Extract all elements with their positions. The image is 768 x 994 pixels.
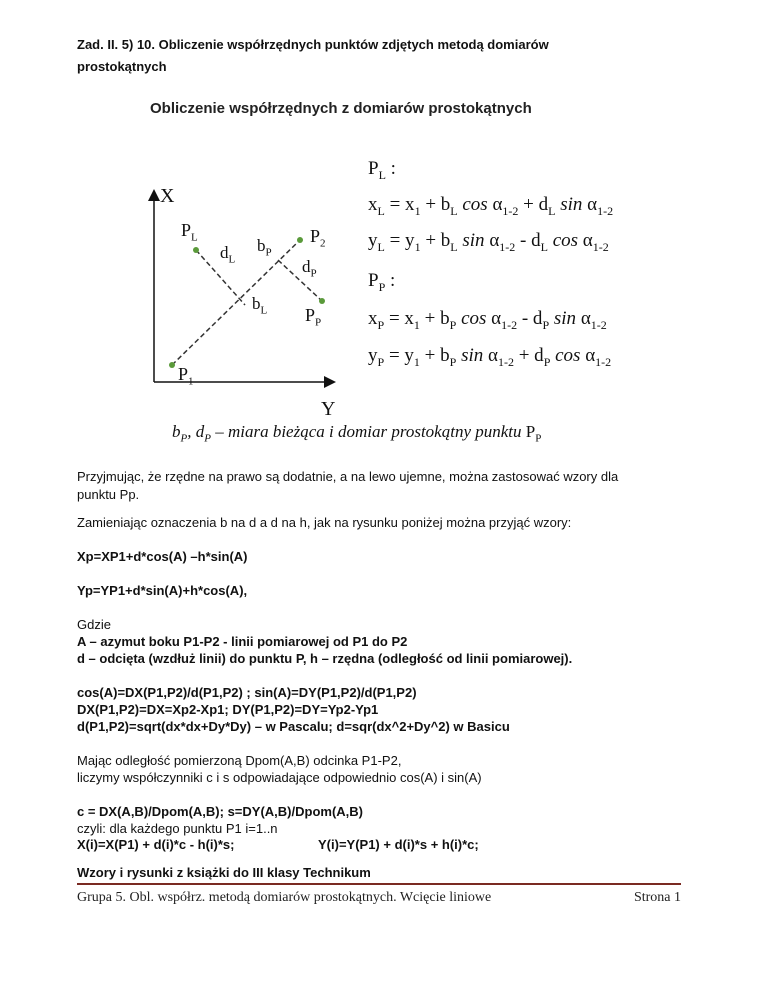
- label-bp: $b_P$: [257, 236, 272, 259]
- paragraph-each-point: czyli: dla każdego punktu P1 i=1..n: [77, 821, 278, 836]
- point-p2: [297, 237, 303, 243]
- formula-yp: $y_P = y_1 + b_P$ $\sin \alpha_{1-2} + d_P$ $\cos \alpha_{1-2}$: [368, 345, 612, 369]
- footer-text: Grupa 5. Obl. współrz. metodą domiarów prostokątnych. Wcięcie liniowe: [77, 890, 492, 905]
- equation-xp: Xp=XP1+d*cos(A) –h*sin(A): [77, 549, 248, 564]
- definition-azimuth: A – azymut boku P1-P2 - linii pomiarowej od P1 do P2: [77, 634, 408, 649]
- point-pl: [193, 247, 199, 253]
- measurement-line: [172, 240, 300, 365]
- equation-x-i: X(i)=X(P1) + d(i)*c - h(i)*s;: [77, 837, 235, 852]
- equation-yp: Yp=YP1+d*sin(A)+h*cos(A),: [77, 583, 248, 598]
- calc-cos-sin: cos(A)=DX(P1,P2)/d(P1,P2) ; sin(A)=DY(P1,P2)/d(P1,P2): [77, 685, 417, 700]
- equation-c-s: c = DX(A,B)/Dpom(A,B); s=DY(A,B)/Dpom(A,B): [77, 804, 363, 819]
- page-number: Strona 1: [633, 890, 681, 905]
- label-dl: $d_L$: [220, 243, 236, 266]
- x-axis-label: X: [160, 185, 175, 207]
- gdzie-label: Gdzie: [77, 617, 111, 632]
- label-bl: $b_L$: [252, 294, 268, 317]
- label-p2: $P_2$: [310, 226, 326, 250]
- label-pl: $P_L$: [181, 220, 198, 244]
- point-p1: [169, 362, 175, 368]
- formula-pl-heading: $P_L$ :: [368, 158, 396, 182]
- calc-dx-dy: DX(P1,P2)=DX=Xp2-Xp1; DY(P1,P2)=DY=Yp2-Yp1: [77, 702, 379, 717]
- definition-offsets: d – odcięta (wzdłuż linii) do punktu P, h – rzędna (odległość od linii pomiarowej).: [77, 651, 573, 666]
- page-title: Zad. II. 5) 10. Obliczenie współrzędnych punktów zdjętych metodą domiarów prostokątnych: [77, 37, 549, 74]
- source-note: Wzory i rysunki z książki do III klasy Technikum: [77, 865, 371, 880]
- label-dp: $d_P$: [302, 257, 317, 280]
- figure-caption: $b_P$, $d_P$ – miara bieżąca i domiar prostokątny punktu $P_P$: [172, 422, 542, 445]
- label-pp: $P_P$: [305, 305, 322, 329]
- paragraph-measured: Mając odległość pomierzoną Dpom(A,B) odcinka P1-P2,: [77, 753, 402, 768]
- figure-title: Obliczenie współrzędnych z domiarów prostokątnych: [150, 100, 532, 117]
- formula-yl: $y_L = y_1 + b_L$ $\sin \alpha_{1-2} - d_L$ $\cos \alpha_{1-2}$: [368, 230, 609, 254]
- point-pp: [319, 298, 325, 304]
- formula-xl: $x_L = x_1 + b_L$ $\cos \alpha_{1-2} + d_L$ $\sin \alpha_{1-2}$: [368, 194, 614, 218]
- label-p1: $P_1$: [178, 364, 194, 388]
- coordinate-diagram: [120, 160, 360, 430]
- equation-y-i: Y(i)=Y(P1) + d(i)*s + h(i)*c;: [318, 837, 479, 852]
- calc-distance: d(P1,P2)=sqrt(dx*dx+Dy*Dy) – w Pascalu; d=sqr(dx^2+Dy^2) w Basicu: [77, 719, 510, 734]
- formula-xp: $x_P = x_1 + b_P$ $\cos \alpha_{1-2} - d_P$ $\sin \alpha_{1-2}$: [368, 308, 607, 332]
- paragraph-intro: Przyjmując, że rzędne na prawo są dodatnie, a na lewo ujemne, można zastosować wzory dla punktu Pp.: [77, 469, 619, 502]
- paragraph-coefficients: liczymy współczynniki c i s odpowiadające odpowiednio cos(A) i sin(A): [77, 770, 482, 785]
- paragraph-substitution: Zamieniając oznaczenia b na d a d na h, jak na rysunku poniżej można przyjąć wzory:: [77, 515, 572, 530]
- footer: [77, 890, 681, 906]
- y-axis-label: Y: [321, 398, 336, 420]
- footer-divider: [77, 883, 681, 885]
- formula-pp-heading: $P_P$ :: [368, 270, 396, 294]
